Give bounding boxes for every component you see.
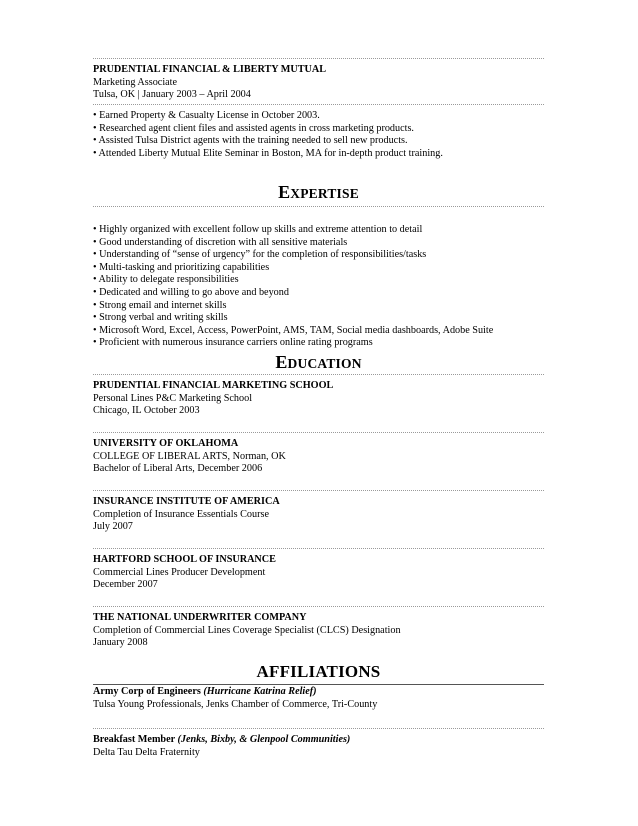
divider bbox=[93, 374, 544, 375]
affiliation-entry bbox=[93, 734, 544, 759]
section-title-education: EDUCATION bbox=[275, 352, 362, 372]
education-entry bbox=[93, 438, 544, 476]
education-date: Bachelor of Liberal Arts, December 2006 bbox=[93, 463, 263, 475]
section-title-expertise: EXPERTISE bbox=[278, 182, 359, 202]
expertise-item: • Ability to delegate responsibilities bbox=[93, 274, 239, 286]
company-name: PRUDENTIAL FINANCIAL & LIBERTY MUTUAL bbox=[93, 64, 327, 75]
school-name: UNIVERSITY OF OKLAHOMA bbox=[93, 438, 239, 449]
job-title: Marketing Associate bbox=[93, 76, 178, 88]
education-detail: Completion of Commercial Lines Coverage Specialist (CLCS) Designation bbox=[93, 624, 401, 636]
education-date: Chicago, IL October 2003 bbox=[93, 405, 200, 417]
divider bbox=[93, 104, 544, 105]
expertise-item: • Multi-tasking and prioritizing capabilities bbox=[93, 261, 270, 273]
divider bbox=[93, 548, 544, 549]
divider bbox=[93, 490, 544, 491]
education-date: July 2007 bbox=[93, 521, 133, 533]
experience-entry bbox=[93, 64, 544, 102]
divider bbox=[93, 728, 544, 729]
education-date: December 2007 bbox=[93, 579, 158, 591]
affiliation-org: Army Corp of Engineers (Hurricane Katrina Relief) bbox=[93, 686, 317, 697]
expertise-item: • Proficient with numerous insurance carriers online rating programs bbox=[93, 337, 373, 349]
affiliation-org: Breakfast Member (Jenks, Bixby, & Glenpool Communities) bbox=[93, 734, 351, 745]
expertise-list bbox=[93, 224, 544, 350]
section-title-affiliations: AFFILIATIONS bbox=[256, 662, 381, 681]
education-date: January 2008 bbox=[93, 637, 148, 649]
affiliation-detail: Tulsa Young Professionals, Jenks Chamber of Commerce, Tri-County bbox=[93, 698, 378, 710]
affiliation-detail: Delta Tau Delta Fraternity bbox=[93, 746, 200, 758]
education-entry bbox=[93, 612, 544, 650]
expertise-item: • Dedicated and willing to go above and beyond bbox=[93, 286, 289, 298]
divider bbox=[93, 58, 544, 59]
education-detail: Personal Lines P&C Marketing School bbox=[93, 392, 253, 404]
bullet-item: • Assisted Tulsa District agents with the training needed to sell new products. bbox=[93, 135, 408, 147]
bullet-item: • Researched agent client files and assisted agents in cross marketing products. bbox=[93, 122, 414, 134]
school-name: THE NATIONAL UNDERWRITER COMPANY bbox=[93, 612, 307, 623]
divider bbox=[93, 684, 544, 685]
school-name: HARTFORD SCHOOL OF INSURANCE bbox=[93, 554, 276, 565]
education-detail: Commercial Lines Producer Development bbox=[93, 566, 266, 578]
affiliation-entry bbox=[93, 686, 544, 711]
expertise-item: • Strong verbal and writing skills bbox=[93, 312, 228, 324]
school-name: PRUDENTIAL FINANCIAL MARKETING SCHOOL bbox=[93, 380, 334, 391]
divider bbox=[93, 606, 544, 607]
education-entry bbox=[93, 496, 544, 534]
education-entry bbox=[93, 554, 544, 592]
school-name: INSURANCE INSTITUTE OF AMERICA bbox=[93, 496, 280, 507]
education-entry bbox=[93, 380, 544, 418]
divider bbox=[93, 432, 544, 433]
bullet-item: • Earned Property & Casualty License in October 2003. bbox=[93, 110, 320, 121]
bullet-item: • Attended Liberty Mutual Elite Seminar in Boston, MA for in-depth product training. bbox=[93, 147, 443, 159]
expertise-item: • Highly organized with excellent follow up skills and extreme attention to detail bbox=[93, 224, 423, 235]
job-location-dates: Tulsa, OK | January 2003 – April 2004 bbox=[93, 89, 251, 101]
expertise-item: • Good understanding of discretion with all sensitive materials bbox=[93, 236, 348, 248]
expertise-item: • Strong email and internet skills bbox=[93, 299, 227, 311]
expertise-item: • Microsoft Word, Excel, Access, PowerPoint, AMS, TAM, Social media dashboards, Adobe Suite bbox=[93, 324, 494, 336]
education-detail: COLLEGE OF LIBERAL ARTS, Norman, OK bbox=[93, 450, 286, 462]
expertise-item: • Understanding of “sense of urgency” for the completion of responsibilities/tasks bbox=[93, 249, 427, 261]
divider bbox=[93, 206, 544, 207]
education-detail: Completion of Insurance Essentials Course bbox=[93, 508, 269, 520]
experience-bullets bbox=[93, 110, 544, 160]
